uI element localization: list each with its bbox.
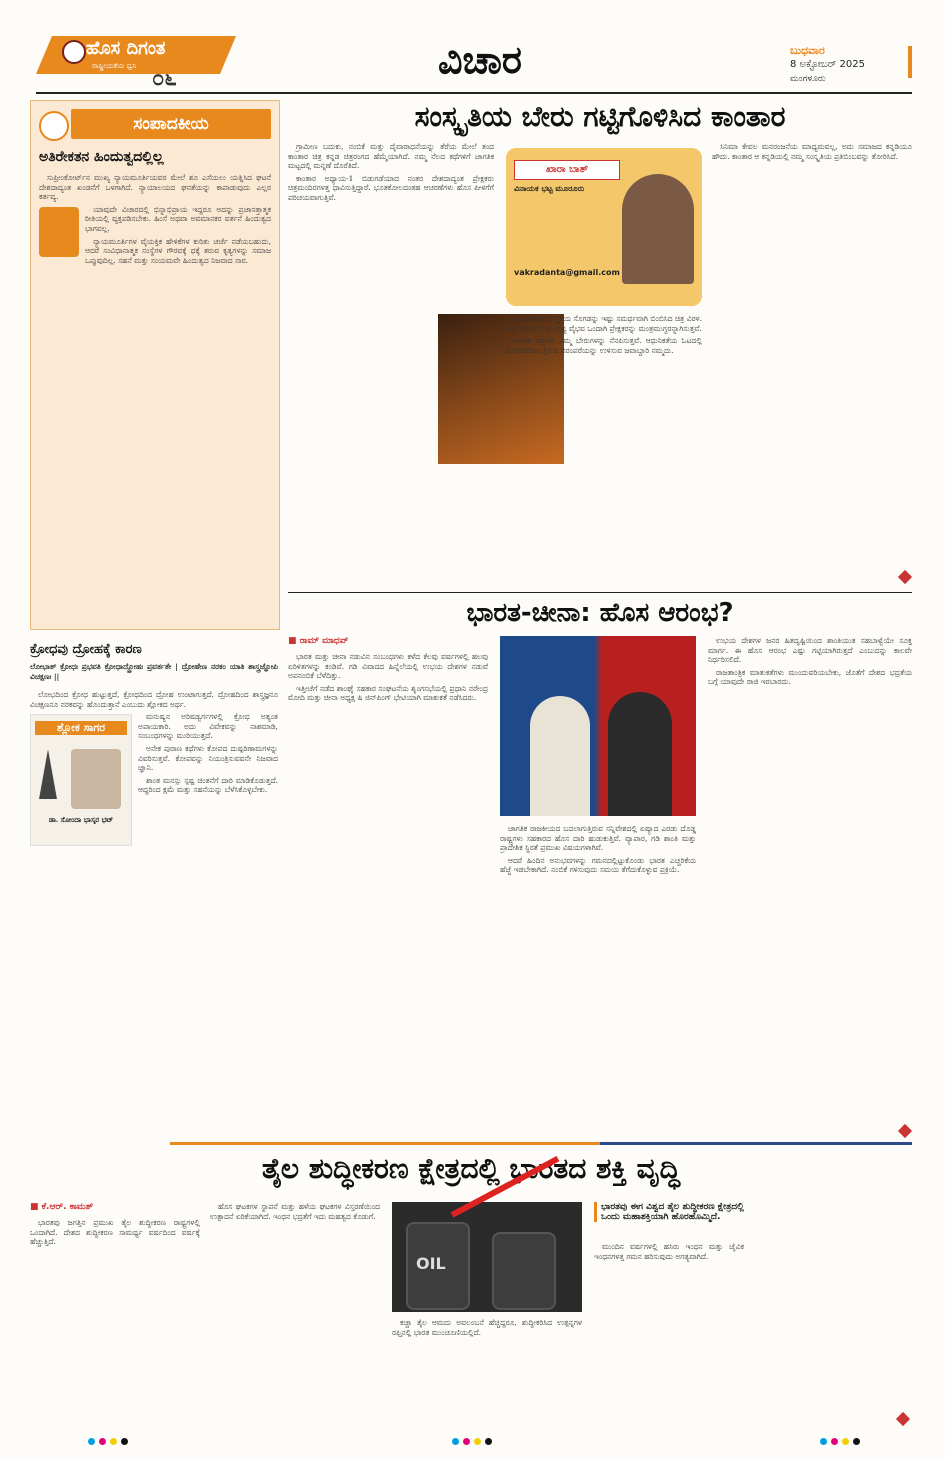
masthead-rule: [36, 92, 912, 94]
oil-paragraph: ಮುಂದಿನ ವರ್ಷಗಳಲ್ಲಿ ಹಸಿರು ಇಂಧನ ಮತ್ತು ಜೈವಿಕ ಇಂಧನಗಳತ್ತ ಗಮನ ಹರಿಸುವುದು ಅಗತ್ಯವಾಗಿದೆ.: [594, 1242, 744, 1261]
section-title: ವಿಚಾರ: [438, 38, 522, 82]
editorial-paragraph: ಯಾವುದೇ ವಿಚಾರದಲ್ಲಿ ಭಿನ್ನಾಭಿಪ್ರಾಯ ಇದ್ದರೂ ಅದನ್ನು ಪ್ರಜಾಸತ್ತಾತ್ಮಕ ರೀತಿಯಲ್ಲಿ ವ್ಯಕ್ತಪಡಿಸಬೇಕು. ಹಿಂಸೆ ಅಥವಾ ಅವಮಾನಕರ ವರ್ತನೆ ಹಿಂದುತ್ವದ ಭಾಗವಲ್ಲ.: [85, 204, 271, 233]
lead-paragraph: ಕಾಂತಾರ ಅಧ್ಯಾಯ-1 ಬಿಡುಗಡೆಯಾದ ನಂತರ ದೇಶದಾದ್ಯಂತ ಪ್ರೇಕ್ಷಕರು ಚಿತ್ರಮಂದಿರಗಳತ್ತ ಧಾವಿಸುತ್ತಿದ್ದಾರೆ. ಭೂತಕೋಲದಂತಹ ಆಚರಣೆಗಳು ಹೊಸ ಪೀಳಿಗೆಗೆ ಪರಿಚಯವಾಗುತ್ತಿವೆ.: [288, 173, 494, 202]
modi-xi-photo: [500, 636, 696, 816]
lead-headline: ಸಂಸ್ಕೃತಿಯ ಬೇರು ಗಟ್ಟಿಗೊಳಿಸಿದ ಕಾಂತಾರ: [414, 100, 786, 133]
oil-col-2: [210, 1202, 380, 1430]
india-china-paragraph: ರಾಜತಾಂತ್ರಿಕ ಮಾತುಕತೆಗಳು ಮುಂದುವರಿಯಬೇಕು, ಜೊತೆಗೆ ದೇಶದ ಭದ್ರತೆಯ ಬಗ್ಗೆ ಯಾವುದೇ ರಾಜಿ ಇರಬಾರದು.: [708, 667, 912, 687]
india-china-paragraph: ಜಾಗತಿಕ ರಾಜಕೀಯದ ಬದಲಾಗುತ್ತಿರುವ ಸನ್ನಿವೇಶದಲ್ಲಿ ಏಷ್ಯಾದ ಎರಡು ದೊಡ್ಡ ರಾಷ್ಟ್ರಗಳು ಸಹಕಾರದ ಹೊಸ ದಾರಿ ಹುಡುಕುತ್ತಿವೆ. ವ್ಯಾಪಾರ, ಗಡಿ ಶಾಂತಿ ಮತ್ತು ಪ್ರಾದೇಶಿಕ ಸ್ಥಿರತೆ ಪ್ರಮುಖ ವಿಷಯಗಳಾಗಿವೆ.: [500, 824, 696, 853]
oil-rule-blue: [600, 1142, 912, 1145]
india-china-col-3: [708, 636, 912, 1126]
author-photo: [71, 749, 121, 809]
lead-article: [288, 96, 912, 590]
columnist-card: [506, 148, 702, 306]
editorial-badge-label: ಸಂಪಾದಕೀಯ: [133, 114, 209, 134]
india-china-paragraph: ಆದರೆ ಹಿಂದಿನ ಅನುಭವಗಳನ್ನು ಗಮನದಲ್ಲಿಟ್ಟುಕೊಂಡು ಭಾರತ ಎಚ್ಚರಿಕೆಯ ಹೆಜ್ಜೆ ಇಡಬೇಕಾಗಿದೆ. ನಂಬಿಕೆ ಗಳಿಸುವುದು ಸಮಯ ತೆಗೆದುಕೊಳ್ಳುವ ಪ್ರಕ್ರಿಯೆ.: [500, 855, 696, 875]
barrel-oil-label: OIL: [416, 1254, 446, 1273]
lead-paragraph: ಸಿನಿಮಾ ಕೇವಲ ಮನರಂಜನೆಯ ಮಾಧ್ಯಮವಲ್ಲ, ಅದು ಸಮಾಜದ ಕನ್ನಡಿಯೂ ಹೌದು. ಕಾಂತಾರ ಆ ಕನ್ನಡಿಯಲ್ಲಿ ನಮ್ಮ ಸಂಸ್ಕೃತಿಯ ಪ್ರತಿಬಿಂಬವನ್ನು ತೋರಿಸಿದೆ.: [712, 142, 912, 161]
oil-callout: ಭಾರತವು ಈಗ ವಿಶ್ವದ ತೈಲ ಶುದ್ಧೀಕರಣ ಕ್ಷೇತ್ರದಲ್ಲಿ ಒಂದು ಮಹಾಶಕ್ತಿಯಾಗಿ ಹೊರಹೊಮ್ಮಿದೆ.: [594, 1202, 761, 1222]
india-china-headline: ಭಾರತ-ಚೀನಾ: ಹೊಸ ಆರಂಭ?: [466, 598, 734, 628]
oil-headline: ತೈಲ ಶುದ್ಧೀಕರಣ ಕ್ಷೇತ್ರದಲ್ಲಿ ಭಾರತದ ಶಕ್ತಿ ವೃದ್ಧಿ: [261, 1152, 681, 1185]
editorial-badge: [71, 109, 271, 139]
oil-col-1: [30, 1218, 200, 1430]
shloka-paragraph: ಲೋಭದಿಂದ ಕ್ರೋಧ ಹುಟ್ಟುತ್ತದೆ, ಕ್ರೋಧದಿಂದ ದ್ರೋಹ ಉಂಟಾಗುತ್ತದೆ. ದ್ರೋಹದಿಂದ ಶಾಸ್ತ್ರಜ್ಞನೂ ವಿಚಕ್ಷಣನೂ ನರಕವನ್ನು ಹೊಂದುತ್ತಾನೆ ಎಂಬುದು ಶ್ಲೋಕದ ಅರ್ಥ.: [30, 690, 278, 709]
lead-col-3: [712, 142, 912, 572]
shloka-quote: ಲೋಭಾತ್ ಕ್ರೋಧಃ ಪ್ರಭವತಿ ಕ್ರೋಧಾದ್ದ್ರೋಹಃ ಪ್ರವರ್ತತೇ | ದ್ರೋಹೇಣ ನರಕಂ ಯಾತಿ ಶಾಸ್ತ್ರಜ್ಞೋಪಿ ವಿಚಕ್ಷಣಃ ||: [30, 662, 278, 681]
reg-dot: [831, 1438, 838, 1445]
india-china-col-1: [288, 652, 488, 1138]
masthead: [0, 0, 945, 100]
lead-paragraph: ತುಳುನಾಡಿನ ಸಂಸ್ಕೃತಿಯ ಸೊಗಡನ್ನು ಇಷ್ಟು ಸಮರ್ಥವಾಗಿ ಬಿಂಬಿಸಿದ ಚಿತ್ರ ವಿರಳ. ಕಲೆ, ಸಂಗೀತ ಮತ್ತು ದೃಶ್ಯ ವೈಭವ ಒಂದಾಗಿ ಪ್ರೇಕ್ಷಕರನ್ನು ಮಂತ್ರಮುಗ್ಧರನ್ನಾಗಿಸುತ್ತವೆ.: [506, 314, 702, 333]
columnist-photo: [622, 174, 694, 284]
issue-date: 8 ಅಕ್ಟೋಬರ್ 2025: [790, 59, 865, 70]
oil-rule-orange: [170, 1142, 600, 1145]
paper-name: ಹೊಸ ದಿಗಂತ: [86, 38, 166, 59]
issue-city: ಮಂಗಳೂರು: [790, 74, 826, 84]
lotus-logo-icon: [62, 40, 86, 64]
oil-article: [30, 1200, 912, 1432]
page-number: ೦೬: [152, 66, 177, 91]
person-right: [608, 692, 672, 816]
registration-marks-left: [88, 1438, 128, 1445]
shloka-column: [30, 636, 278, 1136]
lead-paragraph: ಇಂತಹ ಚಿತ್ರಗಳು ನಮ್ಮ ಬೇರುಗಳನ್ನು ನೆನಪಿಸುತ್ತವೆ. ಆಧುನಿಕತೆಯ ಓಟದಲ್ಲಿ ಮರೆತುಹೋಗುತ್ತಿರುವ ಪರಂಪರೆಯನ್ನು ಉಳಿಸುವ ಜವಾಬ್ದಾರಿ ನಮ್ಮದು.: [506, 336, 702, 355]
oil-col-3: [392, 1318, 582, 1430]
feather-pen-icon: [39, 749, 57, 799]
barrel-right: [492, 1232, 556, 1310]
reg-dot: [121, 1438, 128, 1445]
end-marker-icon: [896, 1412, 910, 1426]
oil-col-4: [594, 1242, 744, 1430]
reg-dot: [820, 1438, 827, 1445]
end-marker-icon: [898, 1124, 912, 1138]
shloka-paragraph: ಅನೇಕ ಪುರಾಣ ಕಥೆಗಳು ಕೋಪದ ದುಷ್ಪರಿಣಾಮಗಳನ್ನು ವಿವರಿಸುತ್ತವೆ. ಕೋಪವನ್ನು ನಿಯಂತ್ರಿಸುವವನೇ ನಿಜವಾದ ಜ್ಞಾನಿ.: [138, 743, 278, 773]
shloka-author-name: ಡಾ. ಸೋಂದಾ ಭಾಸ್ಕರ ಭಟ್: [48, 815, 114, 825]
editorial-paragraph: ನ್ಯಾಯಮೂರ್ತಿಗಳ ವೈಯಕ್ತಿಕ ಹೇಳಿಕೆಗಳ ಕುರಿತು ಚರ್ಚೆ ನಡೆಯಬಹುದು, ಆದರೆ ಸಂವಿಧಾನಾತ್ಮಕ ಸಂಸ್ಥೆಗಳ ಗೌರವಕ್ಕೆ ಧಕ್ಕೆ ತರುವ ಕೃತ್ಯಗಳನ್ನು ಸಮಾಜ ಒಪ್ಪುವುದಿಲ್ಲ. ಸಹನೆ ಮತ್ತು ಸಂಯಮವೇ ಹಿಂದುತ್ವದ ನಿಜವಾದ ಸಾರ.: [85, 236, 271, 265]
reg-dot: [99, 1438, 106, 1445]
masthead-accent-bar: [908, 46, 912, 78]
shloka-author-box: [30, 714, 132, 846]
registration-marks-right: [820, 1438, 860, 1445]
lead-paragraph: ಗ್ರಾಮೀಣ ಬದುಕು, ನಂಬಿಕೆ ಮತ್ತು ದೈವಾರಾಧನೆಯನ್ನು ತೆರೆಯ ಮೇಲೆ ತಂದ ಕಾಂತಾರ ಚಿತ್ರ ಕನ್ನಡ ಚಿತ್ರರಂಗದ ಹೆಮ್ಮೆಯಾಗಿದೆ. ನಮ್ಮ ನೆಲದ ಕಥೆಗಳಿಗೆ ಜಾಗತಿಕ ಮಟ್ಟದಲ್ಲಿ ಮನ್ನಣೆ ದೊರೆತಿದೆ.: [288, 142, 494, 171]
reg-dot: [474, 1438, 481, 1445]
india-china-col-2: [500, 824, 696, 1138]
india-china-paragraph: ಭಾರತ ಮತ್ತು ಚೀನಾ ನಡುವಿನ ಸಂಬಂಧಗಳು ಕಳೆದ ಕೆಲವು ವರ್ಷಗಳಲ್ಲಿ ಹಲವು ಏರಿಳಿತಗಳನ್ನು ಕಂಡಿವೆ. ಗಡಿ ವಿವಾದದ ಹಿನ್ನೆಲೆಯಲ್ಲಿ ಉಭಯ ದೇಶಗಳ ನಡುವೆ ಅಪನಂಬಿಕೆ ಬೆಳೆದಿತ್ತು.: [288, 652, 488, 681]
india-china-article: [288, 596, 912, 1140]
india-china-paragraph: ಇತ್ತೀಚೆಗೆ ನಡೆದ ಶಾಂಘೈ ಸಹಕಾರ ಸಂಘಟನೆಯ ಶೃಂಗಸಭೆಯಲ್ಲಿ ಪ್ರಧಾನಿ ನರೇಂದ್ರ ಮೋದಿ ಮತ್ತು ಚೀನಾ ಅಧ್ಯಕ್ಷ ಷಿ ಜಿನ್‌ಪಿಂಗ್ ಭೇಟಿಯಾಗಿ ಮಾತುಕತೆ ನಡೆಸಿದರು.: [288, 683, 488, 703]
reg-dot: [853, 1438, 860, 1445]
paper-tagline: ರಾಷ್ಟ್ರೀಯತೆಯ ಧ್ವನಿ: [92, 62, 137, 70]
reg-dot: [485, 1438, 492, 1445]
shloka-title: ಕ್ರೋಧವು ದ್ರೋಹಕ್ಕೆ ಕಾರಣ: [30, 642, 142, 657]
shloka-body: [30, 690, 278, 1130]
india-china-paragraph: ಉಭಯ ದೇಶಗಳ ಜನರ ಹಿತದೃಷ್ಟಿಯಿಂದ ಶಾಂತಿಯುತ ಸಹಬಾಳ್ವೆಯೇ ಸೂಕ್ತ ಮಾರ್ಗ. ಈ ಹೊಸ ಆರಂಭ ಎಷ್ಟು ಗಟ್ಟಿಯಾಗಿರುತ್ತದೆ ಎಂಬುದನ್ನು ಕಾಲವೇ ನಿರ್ಧರಿಸಲಿದೆ.: [708, 636, 912, 665]
editorial-box: [30, 100, 280, 630]
editorial-logo-icon: [39, 111, 69, 141]
shloka-paragraph: ಶಾಂತ ಮನಸ್ಸು ಸ್ಪಷ್ಟ ಚಿಂತನೆಗೆ ದಾರಿ ಮಾಡಿಕೊಡುತ್ತದೆ. ಆದ್ದರಿಂದ ಕ್ಷಮೆ ಮತ್ತು ಸಹನೆಯನ್ನು ಬೆಳೆಸಿಕೊಳ್ಳಬೇಕು.: [138, 775, 278, 795]
oil-paragraph: ಕಚ್ಚಾ ತೈಲ ಆಮದು ಅವಲಂಬನೆ ಹೆಚ್ಚಿದ್ದರೂ, ಶುದ್ಧೀಕರಿಸಿದ ಉತ್ಪನ್ನಗಳ ರಫ್ತಿನಲ್ಲಿ ಭಾರತ ಮುಂಚೂಣಿಯಲ್ಲಿದೆ.: [392, 1318, 582, 1337]
editorial-body: [39, 173, 271, 621]
shloka-paragraph: ಮನುಷ್ಯನ ಅರಿಷಡ್ವರ್ಗಗಳಲ್ಲಿ ಕ್ರೋಧ ಅತ್ಯಂತ ಅಪಾಯಕಾರಿ. ಅದು ವಿವೇಕವನ್ನು ನಾಶಮಾಡಿ, ಸಂಬಂಧಗಳನ್ನು ಮುರಿಯುತ್ತದೆ.: [138, 712, 278, 741]
india-china-byline: [288, 636, 488, 646]
editorial-title: ಅತಿರೇಕತನ ಹಿಂದುತ್ವದಲ್ಲಿಲ್ಲ: [39, 149, 164, 165]
reg-dot: [110, 1438, 117, 1445]
person-left: [530, 696, 590, 816]
shloka-column-name: ಶ್ಲೋಕ ಸಾಗರ: [35, 721, 127, 735]
lead-col-2: [506, 314, 702, 584]
registration-marks-center: [452, 1438, 492, 1445]
columnist-author-name: ವಿನಾಯಕ ಭಟ್ಟ ಮೂರೂರು: [514, 184, 585, 193]
reg-dot: [463, 1438, 470, 1445]
oil-paragraph: ಹೊಸ ಘಟಕಗಳ ಸ್ಥಾಪನೆ ಮತ್ತು ಹಳೆಯ ಘಟಕಗಳ ವಿಸ್ತರಣೆಯಿಂದ ಉತ್ಪಾದನೆ ಏರಿಕೆಯಾಗಿದೆ. ಇಂಧನ ಭದ್ರತೆಗೆ ಇದು ಮಹತ್ವದ ಕೊಡುಗೆ.: [210, 1202, 380, 1221]
oil-author: ಕೆ.ಆರ್. ಕಾಮತ್: [41, 1202, 94, 1212]
byline-marker-icon: ■: [288, 636, 300, 646]
columnist-label-tag: [514, 160, 620, 180]
editorial-paragraph: ಸುಪ್ರೀಂಕೋರ್ಟ್‌ನ ಮುಖ್ಯ ನ್ಯಾಯಮೂರ್ತಿಯವರ ಮೇಲೆ ಶೂ ಎಸೆಯಲು ಯತ್ನಿಸಿದ ಘಟನೆ ದೇಶದಾದ್ಯಂತ ಖಂಡನೆಗೆ ಒಳಗಾಗಿದೆ. ನ್ಯಾಯಾಲಯದ ಘನತೆಯನ್ನು ಕಾಪಾಡುವುದು ಎಲ್ಲರ ಕರ್ತವ್ಯ.: [39, 173, 271, 202]
reg-dot: [842, 1438, 849, 1445]
section-divider: [288, 592, 912, 593]
columnist-email[interactable]: vakradanta@gmail.com: [514, 268, 620, 277]
end-marker-icon: [898, 570, 912, 584]
issue-day: ಬುಧವಾರ: [790, 44, 825, 57]
india-china-author: ರಾಮ್ ಮಾಧವ್: [299, 636, 349, 646]
reg-dot: [88, 1438, 95, 1445]
oil-barrels-image: [392, 1202, 582, 1312]
reg-dot: [452, 1438, 459, 1445]
oil-byline: [30, 1202, 230, 1212]
byline-marker-icon: ■: [30, 1202, 42, 1212]
om-graphic-icon: [39, 207, 79, 257]
oil-paragraph: ಭಾರತವು ಜಗತ್ತಿನ ಪ್ರಮುಖ ತೈಲ ಶುದ್ಧೀಕರಣ ರಾಷ್ಟ್ರಗಳಲ್ಲಿ ಒಂದಾಗಿದೆ. ದೇಶದ ಶುದ್ಧೀಕರಣ ಸಾಮರ್ಥ್ಯ ವರ್ಷದಿಂದ ವರ್ಷಕ್ಕೆ ಹೆಚ್ಚುತ್ತಿದೆ.: [30, 1218, 200, 1247]
columnist-column-name: ಖಾರಾ ಬಾತ್: [545, 164, 588, 175]
